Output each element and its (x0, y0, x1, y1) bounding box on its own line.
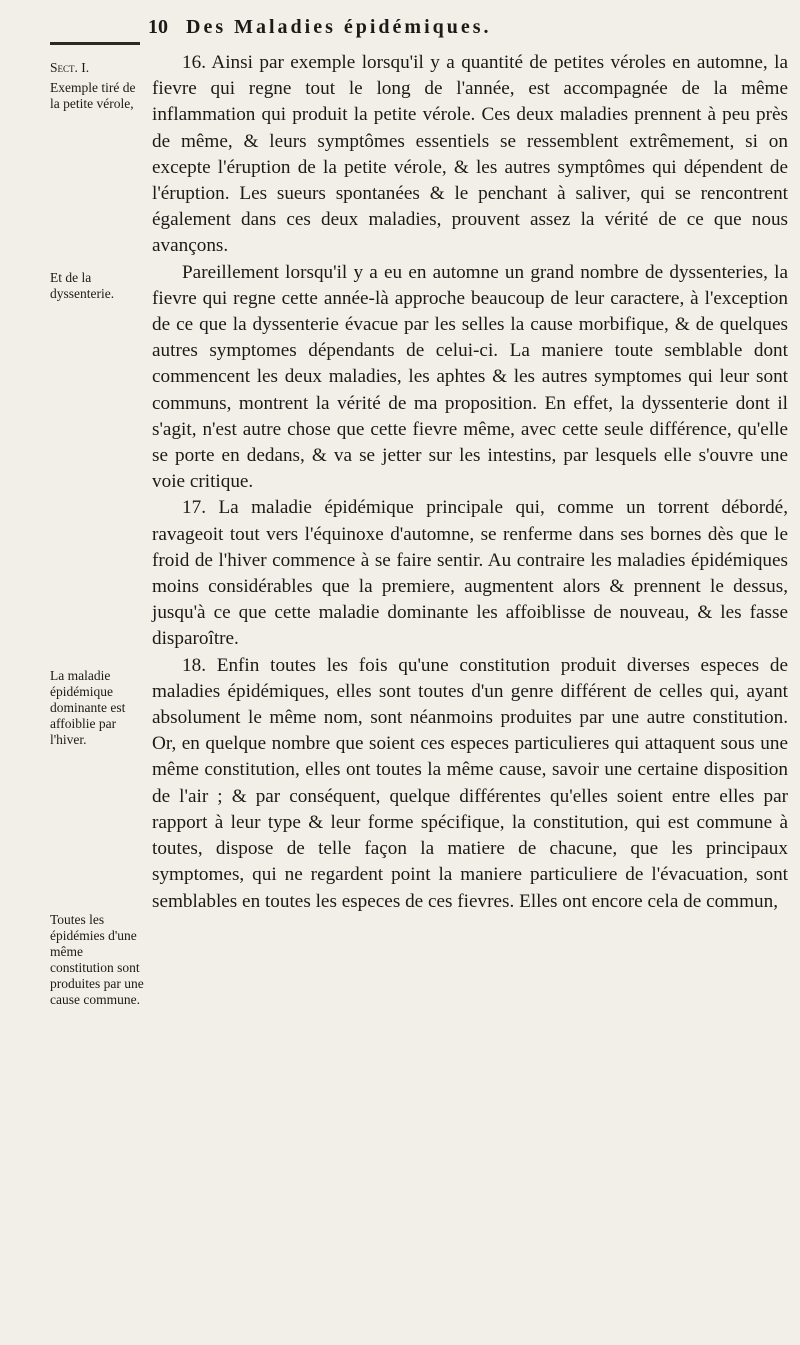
running-title: Des Maladies épidémiques. (186, 16, 492, 38)
paragraph-17: 17. La maladie épidémique principale qui, comme un torrent débordé, ravageoit tout vers l'équinoxe d'automne, se renferme dans ses bornes dès que le froid de l'hiver commence à se faire sentir. Au contraire les maladies épidémiques moins considérables que la premiere, augmentent alors & prennent le dessus, jusqu'à ce que cette maladie dominante les affoiblisse de nouveau, & les fasse disparoître. (152, 497, 788, 650)
paragraph-18: 18. Enfin toutes les fois qu'une constitution produit diverses especes de maladies épidémiques, elles sont toutes d'un genre différent de celles qui, ayant absolument le même nom, sont néanmoins produites par une autre constitution. Or, en quelque nombre que soient ces especes particulieres qui attaquent sous une même constitution, elles ont toutes la même cause, savoir une certaine disposition de l'air ; & par conséquent, quelque différentes qu'elles soient entre elles par rapport à leur type & leur forme spécifique, la constitution, qui est commune à toutes, dispose de telle façon la matiere de chacune, que les principaux symptomes, qui ne regardent point la maniere particuliere de l'évacuation, sont semblables en toutes les especes de ces fievres. Elles ont encore cela de commun, (152, 654, 788, 912)
margin-note-smallpox: Exemple tiré de la petite vérole, (50, 80, 136, 111)
margin-note-section: Sect. I. (50, 60, 90, 75)
paragraph-16: 16. Ainsi par exemple lorsqu'il y a quantité de petites véroles en automne, la fievre qui regne tout le long de l'année, est accompagnée de la même inflammation qui produit la petite vérole. Ces deux maladies prennent à peu près de même, & leurs symptômes essentiels se ressemblent extrêmement, si on excepte l'éruption de la petite vérole, & les autres symptômes qui dépendent de l'éruption. Les sueurs spontanées & le penchant à saliver, qui se rencontrent également dans ces deux maladies, prouvent assez la vérité de ce que nous avançons. (152, 52, 788, 257)
margin-rule (50, 42, 140, 45)
margin-note-dysentery: Et de la dyssenterie. (50, 270, 115, 301)
margin-note-winter: La maladie épidémique dominante est affoiblie par l'hiver. (50, 668, 126, 747)
main-text (152, 50, 788, 915)
margin-note-common-cause: Toutes les épidémies d'une même constitution sont produites par une cause commune. (50, 912, 144, 1007)
page-number: 10 (148, 16, 168, 38)
page-header (148, 14, 788, 44)
paragraph-16-dysentery: Pareillement lorsqu'il y a eu en automne un grand nombre de dyssenteries, la fievre qui regne cette année-là approche beaucoup de leur caractere, à l'exception de ce que la dyssenterie évacue par les selles la cause morbifique, & de quelques autres symptomes dépendants de celui-ci. La maniere toute semblable dont commencent les deux maladies, les aphtes & les autres symptomes qui leur sont communs, montrent la vérité de ma proposition. En effet, la dyssenterie dont il s'agit, n'est autre chose que cette fievre même, avec cette seule différence, qu'elle se porte en dedans, & va se jetter sur les intestins, par lesquels elle s'ouvre une voie critique. (152, 261, 788, 493)
